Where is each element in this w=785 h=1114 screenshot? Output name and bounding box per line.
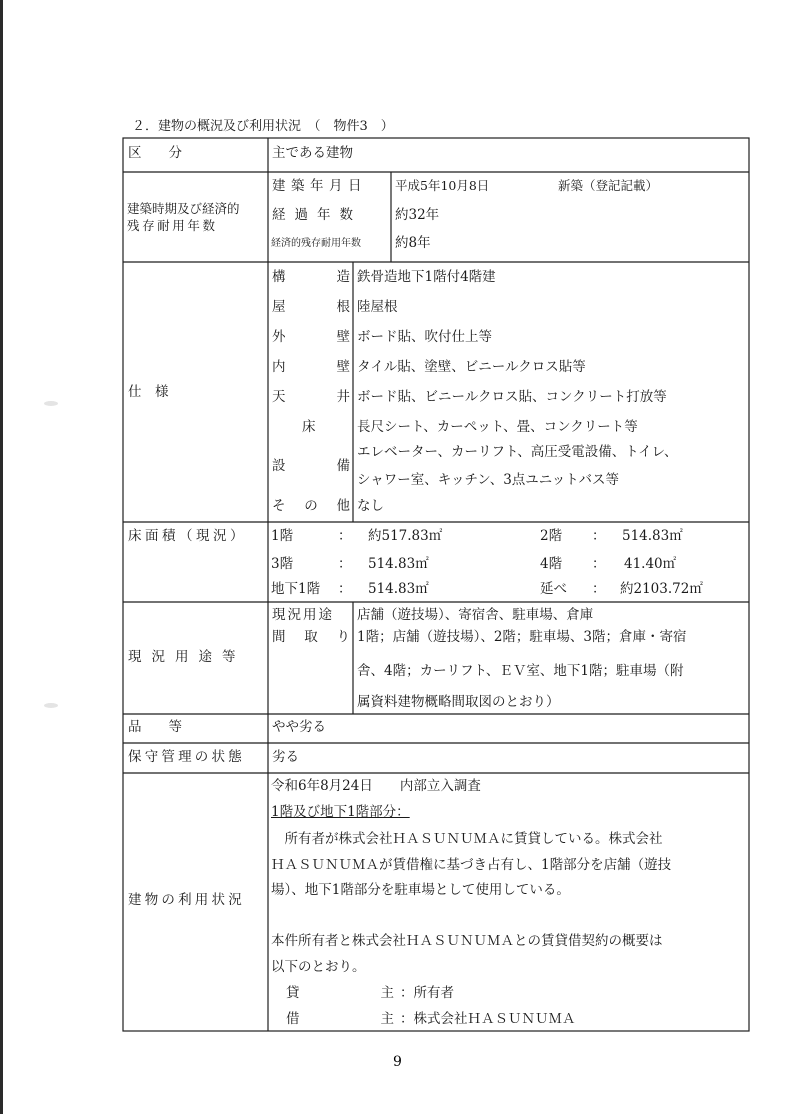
kubun-label-text: 区 分 xyxy=(128,145,182,161)
spec-exterior-wall-value: ボード貼、吹付仕上等 xyxy=(357,329,492,345)
age-label-line2: 残存耐用年数 xyxy=(127,218,218,233)
current-use-label: 現況用途 xyxy=(272,607,334,623)
lessor-value: ：所有者 xyxy=(400,985,454,1001)
utilization-text-line: 本件所有者と株式会社ＨＡＳＵＮＵＭＡとの賃貸借契約の概要は xyxy=(271,933,663,949)
lessee-label: 借 主 xyxy=(286,1011,394,1027)
utilization-text-line: 所有者が株式会社ＨＡＳＵＮＵＭＡに賃貸している。株式会社 xyxy=(271,831,663,847)
spec-floor-label: 床 xyxy=(302,419,316,435)
layout-line: 舎、4階；カーリフト、ＥＶ室、地下1階；駐車場（附 xyxy=(357,663,684,679)
spec-roof-value: 陸屋根 xyxy=(357,299,398,315)
kubun-value: 主である建物 xyxy=(272,145,353,161)
spec-ceiling-value: ボード貼、ビニールクロス貼、コンクリート打放等 xyxy=(357,389,667,405)
floor-3-area: 514.83㎡ xyxy=(368,556,429,572)
utilization-text-line: 場）、地下1階部分を駐車場として使用している。 xyxy=(271,882,570,898)
layout-line: 属資料建物概略間取図のとおり） xyxy=(357,694,560,710)
lessor-label: 貸 主 xyxy=(286,985,394,1001)
floor-area-label: 床面積（現況） xyxy=(128,528,247,544)
lessee-value: ：株式会社ＨＡＳＵＮＵＭＡ xyxy=(400,1011,576,1027)
floor-4-area: 41.40㎡ xyxy=(624,556,677,572)
spec-floor-value: 長尺シート、カーペット、畳、コンクリート等 xyxy=(357,419,638,435)
floor-2-label: 2階 xyxy=(540,528,563,544)
spec-other-value: なし xyxy=(357,498,384,514)
floor-total-sep: ： xyxy=(592,581,606,597)
built-date-label: 建築年月日 xyxy=(272,178,367,194)
floor-total-label: 延べ xyxy=(540,581,567,597)
elapsed-years-label: 経過年数 xyxy=(272,207,362,223)
floor-b1-area: 514.83㎡ xyxy=(368,581,429,597)
floor-3-sep: ： xyxy=(338,556,352,572)
floor-3-label: 3階 xyxy=(271,556,294,572)
floor-1-label: 1階 xyxy=(271,528,294,544)
spec-interior-wall-value: タイル貼、塗壁、ビニールクロス貼等 xyxy=(357,359,586,375)
layout-line: 1階；店舗（遊技場）、2階；駐車場、3階；倉庫・寄宿 xyxy=(357,629,687,645)
utilization-label: 建物の利用状況 xyxy=(128,892,245,908)
occupancy-subheading: 1階及び地下1階部分： xyxy=(271,804,410,820)
spec-other-label: その他 xyxy=(272,498,350,514)
floor-2-sep: ： xyxy=(592,528,606,544)
spec-equipment-label: 設備 xyxy=(272,458,350,474)
utilization-text-line: 以下のとおり。 xyxy=(271,959,366,975)
quality-value: やや劣る xyxy=(272,719,326,735)
remaining-life-value: 約8年 xyxy=(395,235,431,251)
spec-label xyxy=(128,386,266,400)
spec-structure-value: 鉄骨造地下1階付4階建 xyxy=(357,269,496,285)
section-heading: ２．建物の概況及び利用状況 （ 物件3 ） xyxy=(132,119,394,134)
floor-4-sep: ： xyxy=(592,556,606,572)
quality-label-text: 品 等 xyxy=(128,719,182,735)
page-number: 9 xyxy=(393,1054,402,1070)
floor-1-sep: ： xyxy=(338,528,352,544)
kubun-label xyxy=(128,147,266,161)
age-label-line1: 建築時期及び経済的 xyxy=(127,201,240,216)
spec-structure-label: 構造 xyxy=(272,269,350,285)
quality-label xyxy=(128,721,266,735)
spec-label-text: 仕 様 xyxy=(128,384,169,400)
floor-2-area: 514.83㎡ xyxy=(622,528,683,544)
floor-b1-label: 地下1階 xyxy=(271,581,321,597)
floor-4-label: 4階 xyxy=(540,556,563,572)
spec-ceiling-label: 天井 xyxy=(272,389,350,405)
layout-label: 間取り xyxy=(272,629,350,645)
remaining-life-label: 経済的残存耐用年数 xyxy=(271,238,361,249)
survey-line: 令和6年8月24日 内部立入調査 xyxy=(271,778,481,794)
spec-exterior-wall-label: 外壁 xyxy=(272,329,350,345)
built-date-note: 新築（登記記載） xyxy=(558,178,659,193)
floor-b1-sep: ： xyxy=(338,581,352,597)
elapsed-years-value: 約32年 xyxy=(395,207,440,223)
built-date-value: 平成5年10月8日 xyxy=(395,178,490,193)
spec-interior-wall-label: 内壁 xyxy=(272,359,350,375)
spec-equipment-value-line1: エレベーター、カーリフト、高圧受電設備、トイレ、 xyxy=(357,444,678,460)
current-use-value: 店舗（遊技場）、寄宿舎、駐車場、倉庫 xyxy=(357,607,594,623)
usage-label: 現況用途等 xyxy=(128,649,246,665)
floor-total-area: 約2103.72㎡ xyxy=(620,581,703,597)
spec-equipment-value-line2: シャワー室、キッチン、3点ユニットバス等 xyxy=(357,472,619,488)
floor-1-area: 約517.83㎡ xyxy=(368,528,443,544)
spec-roof-label: 屋根 xyxy=(272,299,350,315)
maintenance-value: 劣る xyxy=(272,749,299,765)
utilization-text-line: ＨＡＳＵＮＵＭＡが賃借権に基づき占有し、1階部分を店舗（遊技 xyxy=(271,857,672,873)
maintenance-label: 保守管理の状態 xyxy=(128,749,245,765)
